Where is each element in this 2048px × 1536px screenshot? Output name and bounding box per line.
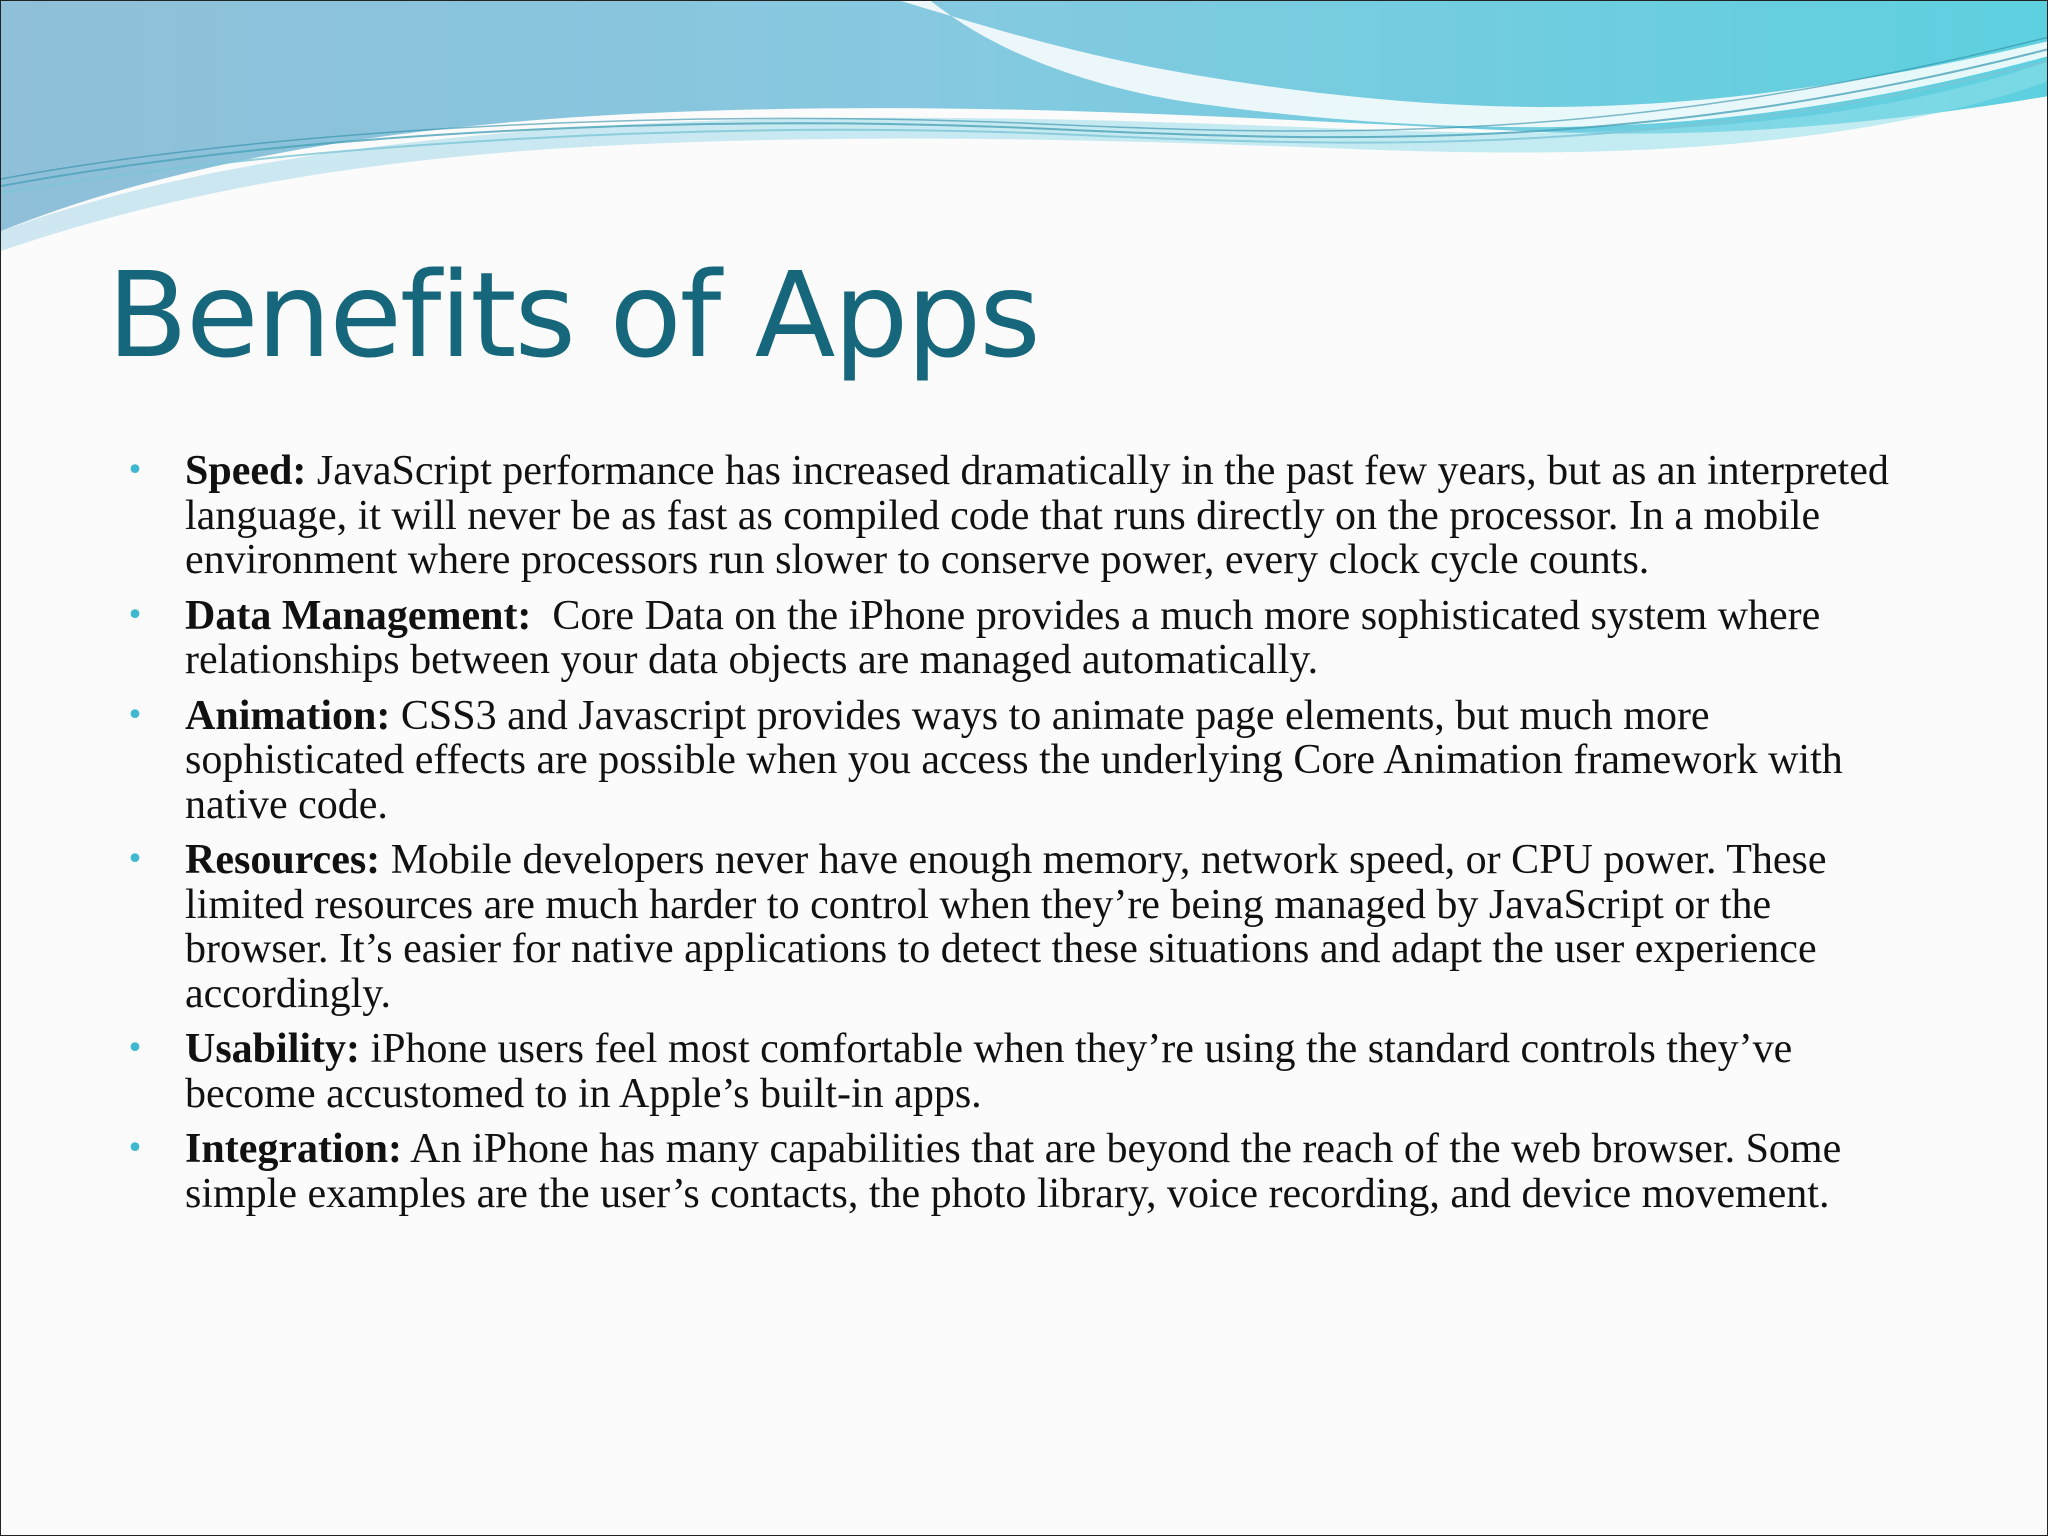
bullet-term: Animation:: [185, 692, 391, 739]
bullet-dot-icon: •: [126, 597, 144, 633]
bullet-text: An iPhone has many capabilities that are beyond the reach of the web browser. Some simple examples are the user’s contacts, the photo library, voice recording, and device movement.: [185, 1126, 1842, 1217]
bullet-item-integration: [126, 1126, 1925, 1217]
bullet-list: [126, 448, 1925, 1227]
bullet-text: Mobile developers never have enough memory, network speed, or CPU power. These limited resources are much harder to control when they’re being managed by JavaScript or the browser. It’s easier for native applications to detect these situations and adapt the user experience accordingly.: [185, 837, 1827, 1017]
bullet-text: Core Data on the iPhone provides a much more sophisticated system where relationships between your data objects are managed automatically.: [185, 592, 1831, 683]
bullet-text: CSS3 and Javascript provides ways to animate page elements, but much more sophisticated effects are possible when you access the underlying Core Animation framework with native code.: [185, 692, 1843, 828]
bullet-item-data-management: [126, 592, 1925, 683]
wave-main-shape: [1, 1, 2048, 231]
bullet-term: Data Management:: [185, 592, 532, 639]
bullet-text: iPhone users feel most comfortable when they’re using the standard controls they’ve become accustomed to in Apple’s built-in apps.: [185, 1026, 1793, 1117]
bullet-item-animation: [126, 692, 1925, 828]
bullet-term: Usability:: [185, 1026, 361, 1072]
bullet-dot-icon: •: [126, 1031, 144, 1066]
bullet-dot-icon: •: [126, 1131, 144, 1166]
bullet-term: Speed:: [185, 448, 307, 494]
bullet-dot-icon: •: [126, 453, 144, 488]
bullet-term: Integration:: [185, 1126, 402, 1172]
bullet-item-speed: [126, 448, 1925, 583]
wave-header-decoration: [1, 1, 2048, 261]
slide-title: Benefits of Apps: [107, 246, 1039, 384]
bullet-item-usability: [126, 1026, 1925, 1117]
bullet-item-resources: [126, 837, 1925, 1017]
bullet-dot-icon: •: [126, 697, 144, 733]
bullet-dot-icon: •: [126, 842, 144, 877]
bullet-term: Resources:: [185, 837, 381, 883]
bullet-text: JavaScript performance has increased dramatically in the past few years, but as an interpreted language, it will never be as fast as compiled code that runs directly on the processor. In a mobile environment where processors run slower to conserve power, every clock cycle counts.: [185, 448, 1889, 583]
